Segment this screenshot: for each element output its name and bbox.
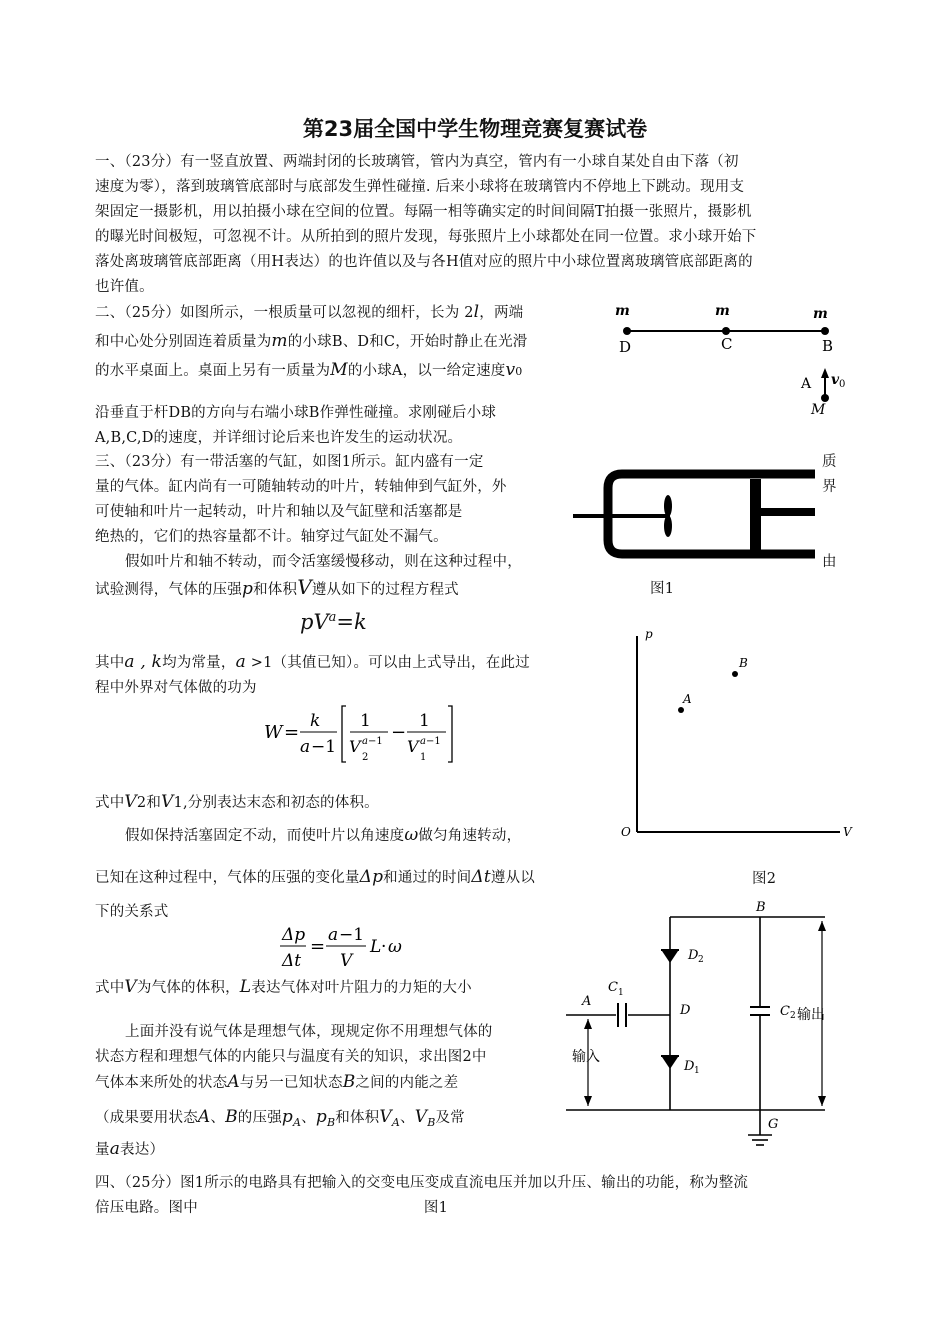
point-b [732,671,738,677]
ball-b [821,327,829,335]
svg-text:D: D [680,1003,691,1018]
svg-text:D: D [684,1059,695,1074]
svg-text:A: A [683,692,692,706]
point-a [678,707,684,713]
axis-label-p: p [645,627,653,641]
origin-label: O [621,825,631,839]
label-big-m: M [811,402,826,418]
axis-label-v: V [843,825,852,839]
svg-text:C: C [780,1004,790,1019]
side-char: 界 [822,479,837,495]
svg-text:=: = [284,722,300,743]
question-3-relation: 下的关系式 [95,904,169,920]
svg-text:a: a [300,737,311,757]
svg-text:−1: −1 [368,736,383,747]
svg-text:D: D [688,948,699,963]
q1-line: 的曝光时间极短，可忽视不计。从所拍到的照片发现，每张照片上小球都处在同一位置。求小球开始下 [95,229,757,245]
svg-text:A: A [582,994,592,1009]
svg-text:2: 2 [790,1011,796,1021]
svg-text:输出: 输出 [797,1007,825,1023]
svg-text:a: a [420,736,426,747]
svg-text:k: k [310,711,321,731]
svg-text:G: G [768,1117,779,1132]
question-2: 二、（25分）如图所示，一根质量可以忽视的细杆，长为 2l，两端 和中心处分别固连着质量为m的小球B、D和C，开始时静止在光滑 的水平桌面上。桌面上另有一质量为M的小球A，以一给定速度v0 [95,302,528,380]
svg-text:v: v [831,372,840,388]
pv-graph [615,622,865,847]
q1-line: 落处离玻璃管底部距离（用H表达）的也许值以及与各H值对应的照片中小球位置离玻璃管底部距离的 [95,254,753,270]
question-2-cont: 沿垂直于杆DB的方向与右端小球B作弹性碰撞。求刚碰后小球 A,B,C,D的速度，并详细讨论后来也许发生的运动状况。 [95,405,497,446]
svg-text:B: B [756,900,766,915]
svg-text:a: a [362,736,368,747]
svg-text:2: 2 [362,752,369,763]
side-char: 质 [822,454,837,470]
label-a: A [801,376,812,392]
svg-text:B: B [739,656,748,670]
equation-rate [280,918,420,974]
question-3-task: 上面并没有说气体是理想气体，现规定你不用理想气体的 状态方程和理想气体的内能只与温度有关的知识，求出图2中 气体本来所处的状态A与另一已知状态B之间的内能之差 （成果要用状态A、B的压强$p_A$、$p_B$和体积$V_A$、$V_B$及常 量a表达） [95,1024,493,1159]
svg-text:−1: −1 [426,736,441,747]
figure-2-caption: 图2 [752,871,777,887]
ball-d [623,327,631,335]
svg-text:=: = [310,936,326,957]
label-m: m [813,306,828,322]
q1-line: 一、（23分）有一竖直放置、两端封闭的长玻璃管，管内为真空，管内有一小球自某处自由下落（初 [95,154,739,170]
question-3-rotation: 假如保持活塞固定不动，而使叶片以角速度ω做匀角速转动， [125,825,522,845]
label-d: D [619,338,632,356]
svg-text:W: W [264,722,283,743]
q1-line: 架固定一摄影机，用以拍摄小球在空间的位置。每隔一相等确实定的时间间隔T拍摄一张照片，摄影机 [95,204,752,220]
ball-c [722,327,730,335]
svg-text:ω: ω [388,937,402,957]
question-3-volumes: 式中V2和V1,分别表达末态和初态的体积。 [95,792,379,812]
svg-text:V: V [340,951,353,971]
svg-text:−1: −1 [311,737,337,757]
svg-text:·: · [381,937,387,957]
svg-text:V: V [349,737,361,756]
svg-text:−1: −1 [339,925,365,945]
question-3-torque: 式中V为气体的体积，L表达气体对叶片阻力的力矩的大小 [95,977,472,997]
figure-1-caption: 图1 [650,581,675,597]
svg-text:Δp: Δp [282,925,306,945]
svg-text:1: 1 [694,1066,700,1076]
q1-line: 速度为零），落到玻璃管底部时与底部发生弹性碰撞. 后来小球将在玻璃管内不停地上下跳动。现用支 [95,179,745,195]
label-b: B [822,337,834,355]
equation-pva: $pV^a=k$ [300,610,367,634]
svg-text:−: − [391,722,407,743]
svg-text:a: a [328,925,339,945]
svg-text:输入: 输入 [572,1049,600,1065]
label-m: m [615,303,630,319]
label-m: m [715,303,730,319]
q1-line: 也许值。 [95,279,154,295]
page-title: 第23届全国中学生物理竞赛复赛试卷 [302,117,648,141]
circuit-figure [560,895,860,1160]
label-c: C [721,335,733,353]
svg-text:1: 1 [618,988,624,998]
svg-text:2: 2 [698,955,704,965]
rod-figure [605,298,855,420]
ball-a [821,394,829,402]
equation-work [258,700,468,770]
side-char: 由 [822,554,837,570]
svg-text:1: 1 [360,711,371,731]
svg-text:C: C [608,980,618,995]
question-3-rate: 已知在这种过程中，气体的压强的变化量Δp和通过的时间Δt遵从以 [95,867,535,887]
question-3-constants: 其中a , k均为常量，a >1（其值已知）。可以由上式导出，在此过 程中外界对气体做的功为 [95,652,530,696]
question-3-intro: 三、（23分）有一带活塞的气缸，如图1所示。缸内盛有一定 量的气体。缸内尚有一可随轴转动的叶片，转轴伸到气缸外，外 可使轴和叶片一起转动，叶片和轴以及气缸壁和活塞都是 绝热的，它们的热容量都不计。轴穿过气缸处不漏气。 [95,454,507,545]
svg-text:Δt: Δt [282,951,302,971]
question-4: 四、（25分）图1所示的电路具有把输入的交变电压变成直流电压并加以升压、输出的功能，称为整流 倍压电路。图中 图1 [95,1175,749,1216]
question-1 [95,150,875,300]
question-3-process: 假如叶片和轴不转动，而令活塞缓慢移动，则在这种过程中， 试验测得，气体的压强p和体积V遵从如下的过程方程式 [95,554,522,599]
svg-text:1: 1 [420,752,427,763]
svg-text:0: 0 [839,379,846,390]
svg-text:V: V [407,737,419,756]
svg-text:L: L [370,937,382,957]
svg-text:1: 1 [419,711,430,731]
